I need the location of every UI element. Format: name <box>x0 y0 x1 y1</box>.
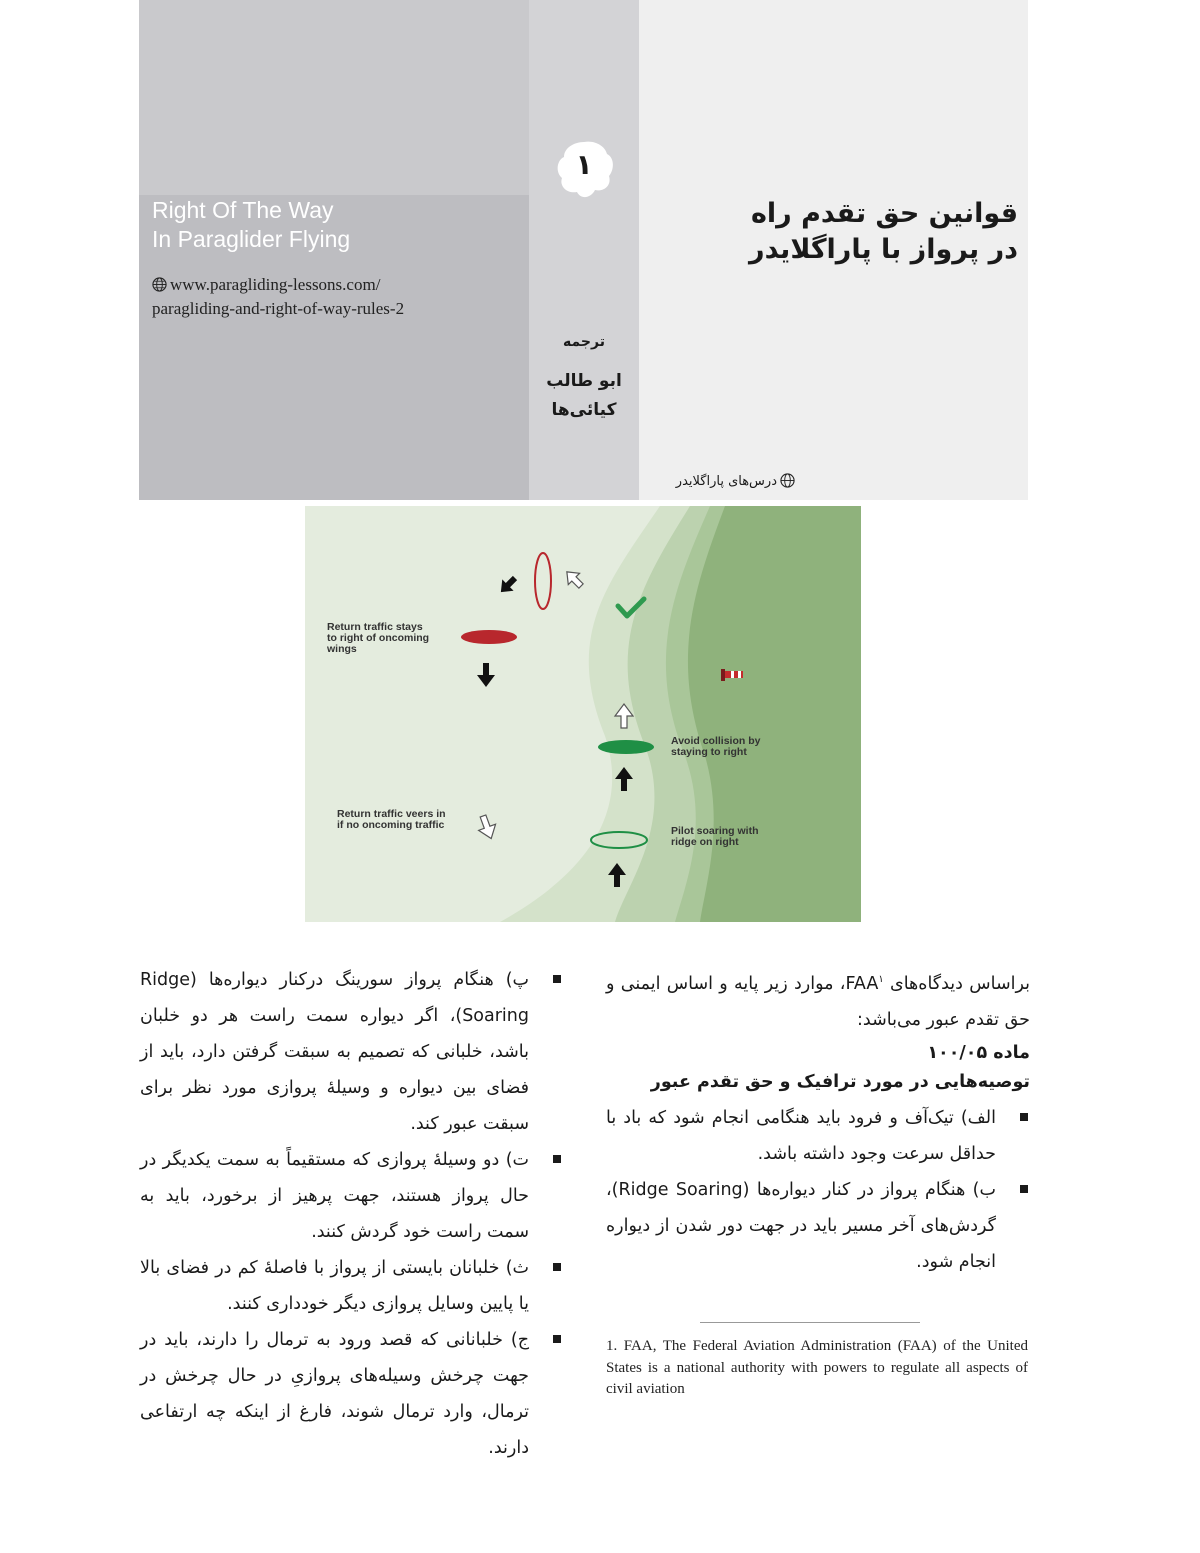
list-item-text: پ) هنگام پرواز سورینگ درکنار دیواره‌ها (Ridge Soaring)، اگر دیواره سمت راست هر دو خلبان باشد، خلبانی که تصمیم به سبقت گرفتن دارد، باید از فضای بین دیواره و وسیلهٔ پروازی مورد نظر برای سبقت عبور کند. <box>140 970 529 1134</box>
right-column <box>606 962 1030 1280</box>
header-panel-chapter <box>529 0 639 500</box>
label-veers-line2: if no oncoming traffic <box>337 819 445 831</box>
source-url[interactable] <box>152 274 524 320</box>
list-item-text: ب) هنگام پرواز در کنار دیواره‌ها (Ridge Soaring)، گردش‌های آخر مسیر باید در جهت دور شدن از دیواره انجام شود. <box>606 1179 996 1272</box>
source-url-line1: www.paragliding-lessons.com/ <box>170 275 381 294</box>
bullet-marker <box>1020 1113 1028 1121</box>
source-url-line2: paragliding-and-right-of-way-rules-2 <box>152 299 405 318</box>
translator-last-name: کیائی‌ها <box>551 400 617 420</box>
ridge-terrain <box>688 506 861 922</box>
bullet-marker <box>553 1155 561 1163</box>
label-return-right-line2: to right of oncoming <box>327 632 430 644</box>
globe-icon <box>152 276 167 298</box>
footnote-ref[interactable]: ۱ <box>878 974 884 985</box>
intro-part2: ، موارد زیر پایه و اساس ایمنی و حق تقدم عبور می‌باشد: <box>606 973 1030 1030</box>
label-return-right-line1: Return traffic stays <box>327 621 423 633</box>
ridge-soaring-diagram <box>305 506 861 922</box>
article-title: توصیه‌هایی در مورد ترافیک و حق تقدم عبور <box>650 1071 1030 1092</box>
list-item <box>606 1100 1030 1172</box>
english-title-line2: In Paraglider Flying <box>152 226 351 252</box>
label-soaring-line1: Pilot soaring with <box>671 825 759 837</box>
list-item <box>140 1322 563 1466</box>
bullet-marker <box>1020 1185 1028 1193</box>
label-return-right-line3: wings <box>327 643 357 655</box>
list-item-text: الف) تیک‌آف و فرود باید هنگامی انجام شود که باد با حداقل سرعت وجود داشته باشد. <box>606 1107 996 1164</box>
translator-name <box>530 367 638 425</box>
persian-title <box>650 196 1018 268</box>
red-wing-horizontal <box>461 630 517 644</box>
label-avoid-line1: Avoid collision by <box>671 735 761 747</box>
list-item-text: ث) خلبانان بایستی از پرواز با فاصلهٔ کم در فضای بالا یا پایین وسایل پروازی دیگر خودداری کنند. <box>140 1258 529 1314</box>
chapter-number: ۱ <box>575 148 593 181</box>
persian-source-text: درس‌های پاراگلایدر <box>675 474 777 489</box>
header-panel-top <box>139 0 529 195</box>
persian-source[interactable] <box>645 473 795 492</box>
intro-paragraph <box>606 962 1030 1038</box>
persian-title-line1: قوانین حق تقدم راه <box>750 198 1018 229</box>
list-item <box>606 1172 1030 1280</box>
list-item <box>140 1142 563 1250</box>
persian-title-line2: در پرواز با پاراگلایدر <box>749 234 1018 265</box>
green-wing <box>598 740 654 754</box>
list-item <box>140 1250 563 1322</box>
article-number: ماده ۱۰۰/۰۵ <box>927 1042 1030 1063</box>
label-veers-line1: Return traffic veers in <box>337 808 446 820</box>
footnote: 1. FAA, The Federal Aviation Administration (FAA) of the United States is a national authority with powers to regulate all aspects of civil aviation <box>606 1338 1028 1397</box>
bullet-marker <box>553 1263 561 1271</box>
label-soaring-line2: ridge on right <box>671 836 739 848</box>
list-item-text: ج) خلبانانی که قصد ورود به ترمال را دارند، باید در جهت چرخش وسیله‌های پروازیِ در حال چرخش در ترمال، وارد ترمال شوند، فارغ از اینکه چه ارتفاعی دارند. <box>140 1330 529 1458</box>
translator-first-name: ابو طالب <box>546 371 622 391</box>
list-item <box>140 962 563 1142</box>
footnote-divider <box>700 1322 920 1323</box>
list-item-text: ت) دو وسیلهٔ پروازی که مستقیماً به سمت یکدیگر در حال پرواز هستند، جهت پرهیز از برخورد، باید به سمت راست خود گردش کنند. <box>140 1150 529 1242</box>
globe-icon <box>780 473 795 492</box>
english-title-line1: Right Of The Way <box>152 197 334 223</box>
bullet-marker <box>553 1335 561 1343</box>
english-title <box>152 196 522 254</box>
intro-part1: براساس دیدگاه‌های FAA <box>845 973 1030 994</box>
translator-label: ترجمه <box>563 334 605 350</box>
bullet-marker <box>553 975 561 983</box>
left-column <box>140 962 563 1466</box>
label-avoid-line2: staying to right <box>671 746 747 758</box>
